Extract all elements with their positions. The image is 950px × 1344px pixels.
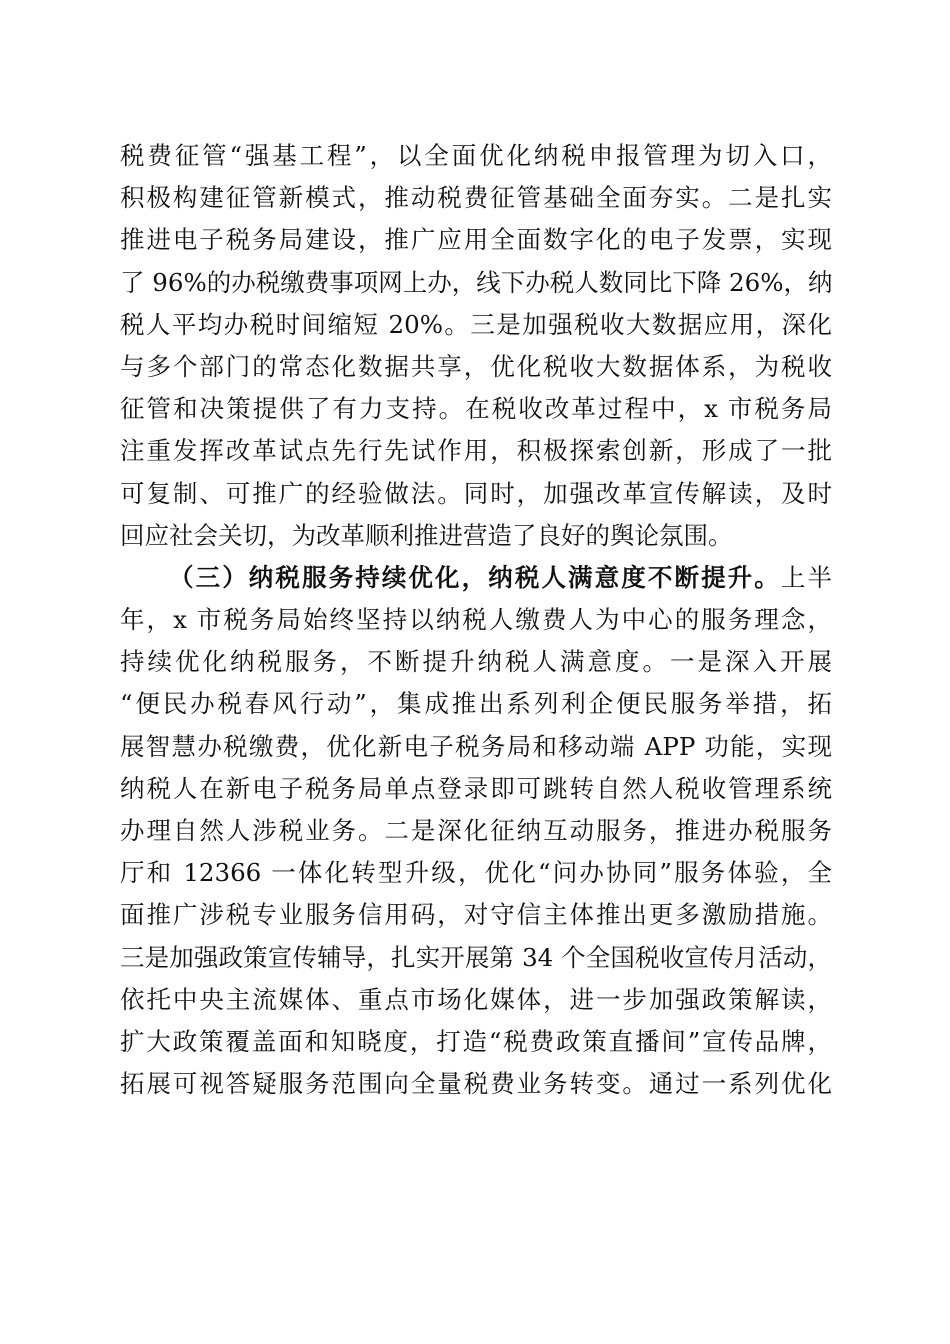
text-line: 扩大政策覆盖面和知晓度，打造“税费政策直播间”宣传品牌， — [120, 1026, 832, 1056]
document-body — [120, 135, 832, 1105]
text-line: 厅和 12366 一体化转型升级，优化“问办协同”服务体验，全 — [120, 858, 832, 888]
text-line: 面推广涉税专业服务信用码，对守信主体推出更多激励措施。 — [120, 900, 832, 930]
text-line: 推进电子税务局建设，推广应用全面数字化的电子发票，实现 — [120, 225, 832, 255]
text-line: 了 96%的办税缴费事项网上办，线下办税人数同比下降 26%，纳 — [120, 267, 833, 297]
text-line: 回应社会关切，为改革顺利推进营造了良好的舆论氛围。 — [120, 520, 733, 550]
text-line: 持续优化纳税服务，不断提升纳税人满意度。一是深入开展 — [120, 647, 832, 677]
text-line: 与多个部门的常态化数据共享，优化税收大数据体系，为税收 — [120, 351, 832, 381]
text-line: 税费征管“强基工程”，以全面优化纳税申报管理为切入口， — [120, 141, 832, 170]
section-3-heading-tail: 上半 — [780, 562, 833, 592]
text-line: 依托中央主流媒体、重点市场化媒体，进一步加强政策解读， — [120, 984, 832, 1014]
paragraph-tax-reform — [120, 135, 832, 557]
text-line: 三是加强政策宣传辅导，扎实开展第 34 个全国税收宣传月活动， — [120, 942, 832, 972]
text-line: “便民办税春风行动”，集成推出系列利企便民服务举措，拓 — [120, 689, 832, 719]
text-line: 纳税人在新电子税务局单点登录即可跳转自然人税收管理系统 — [120, 773, 832, 803]
text-line: 注重发挥改革试点先行先试作用，积极探索创新，形成了一批 — [120, 436, 832, 466]
section-3-heading: （三）纳税服务持续优化，纳税人满意度不断提升。 — [169, 562, 781, 592]
paragraph-tax-service — [120, 557, 832, 1105]
text-line: 展智慧办税缴费，优化新电子税务局和移动端 APP 功能，实现 — [120, 731, 832, 761]
section-heading-line — [120, 557, 832, 599]
text-line: 年，x 市税务局始终坚持以纳税人缴费人为中心的服务理念， — [120, 605, 832, 635]
text-line: 税人平均办税时间缩短 20%。三是加强税收大数据应用，深化 — [120, 309, 832, 339]
text-line: 拓展可视答疑服务范围向全量税费业务转变。通过一系列优化 — [120, 1069, 832, 1099]
text-line: 可复制、可推广的经验做法。同时，加强改革宣传解读，及时 — [120, 478, 832, 508]
text-line: 征管和决策提供了有力支持。在税收改革过程中，x 市税务局 — [120, 394, 832, 424]
text-line: 积极构建征管新模式，推动税费征管基础全面夯实。二是扎实 — [120, 183, 832, 213]
text-line: 办理自然人涉税业务。二是深化征纳互动服务，推进办税服务 — [120, 816, 832, 845]
